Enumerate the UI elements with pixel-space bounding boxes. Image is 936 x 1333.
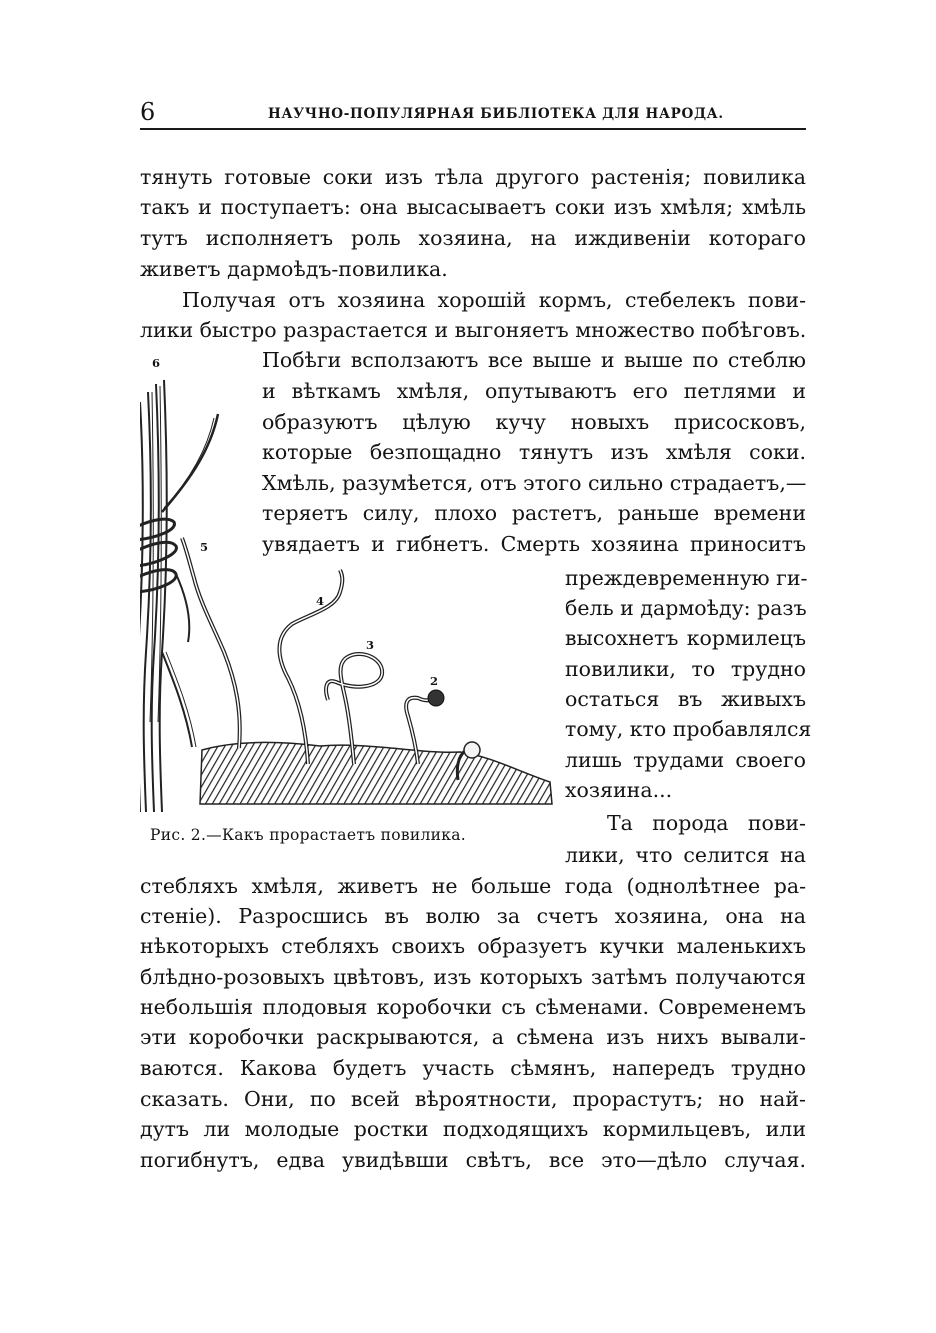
text-line: образуютъ цѣлую кучу новыхъ присосковъ, [262, 410, 806, 434]
figure-label-4: 4 [316, 594, 325, 608]
page-number: 6 [140, 98, 156, 126]
text-line: и вѣткамъ хмѣля, опутываютъ его петлями и [262, 379, 806, 403]
text-line: лики, что селится на [565, 843, 806, 867]
host-stem-with-dodder [140, 380, 218, 812]
text-line: эти коробочки раскрываются, а сѣмена изъ нихъ вывали- [140, 1025, 806, 1049]
text-line: нѣкоторыхъ стебляхъ своихъ образуетъ кучки маленькихъ [140, 934, 806, 958]
text-line: бель и дармоѣду: разъ [565, 596, 807, 620]
seedling-4 [279, 570, 342, 764]
text-line: Получая отъ хозяина хорошій кормъ, стебелекъ пови- [182, 288, 806, 312]
text-line: тому, кто пробавлялся [565, 717, 812, 741]
text-line: хозяина... [565, 778, 673, 802]
text-line: блѣдно-розовыхъ цвѣтовъ, изъ которыхъ затѣмъ получаются [140, 965, 806, 989]
seed-head-2 [428, 690, 444, 706]
text-line: преждевременную ги- [565, 566, 808, 590]
seedling-5 [182, 538, 240, 748]
figure-label-2: 2 [430, 674, 439, 688]
text-line: тянуть готовые соки изъ тѣла другого растенія; повилика [140, 165, 806, 189]
figure-label-5: 5 [200, 540, 209, 554]
text-line: Та порода пови- [607, 811, 806, 835]
figure-label-3: 3 [366, 638, 375, 652]
text-line: лишь трудами своего [565, 748, 806, 772]
text-line: сказать. Они, по всей вѣроятности, прорастутъ; но най- [140, 1087, 806, 1111]
figure-label-6: 6 [152, 356, 161, 370]
dodder-germination-figure [140, 352, 556, 812]
text-line: повилики, то трудно [565, 657, 806, 681]
text-line: увядаетъ и гибнетъ. Смерть хозяина приноситъ [262, 532, 806, 556]
seed-1 [464, 742, 480, 758]
text-line: теряетъ силу, плохо растетъ, раньше времени [262, 501, 806, 525]
figure-caption: Рис. 2.—Какъ прорастаетъ повилика. [150, 826, 467, 844]
text-line: небольшія плодовыя коробочки съ сѣменами. Современемъ [140, 995, 806, 1019]
text-line: такъ и поступаетъ: она высасываетъ соки изъ хмѣля; хмѣль [140, 195, 806, 219]
running-title: НАУЧНО-ПОПУЛЯРНАЯ БИБЛІОТЕКА ДЛЯ НАРОДА. [268, 106, 724, 122]
text-line: высохнетъ кормилецъ [565, 626, 806, 650]
text-line: дутъ ли молодые ростки подходящихъ кормильцевъ, или [140, 1117, 806, 1141]
dodder-illustration [140, 352, 556, 812]
text-line: ваются. Какова будетъ участь сѣмянъ, напередъ трудно [140, 1056, 806, 1080]
text-line: стебляхъ хмѣля, живетъ не больше года (однолѣтнее ра- [140, 874, 806, 898]
text-line: Хмѣль, разумѣется, отъ этого сильно страдаетъ,— [262, 471, 807, 495]
text-line: лики быстро разрастается и выгоняетъ множество побѣговъ. [140, 318, 807, 342]
text-line: тутъ исполняетъ роль хозяина, на иждивеніи котораго [140, 226, 806, 250]
header-rule [140, 128, 806, 130]
text-line: которые безпощадно тянутъ изъ хмѣля соки. [262, 440, 806, 464]
text-line: стеніе). Разросшись въ волю за счетъ хозяина, она на [140, 904, 806, 928]
text-line: живетъ дармоѣдъ-повилика. [140, 257, 448, 281]
text-line: погибнутъ, едва увидѣвши свѣтъ, все это—дѣло случая. [140, 1148, 806, 1172]
text-line: Побѣги всползаютъ все выше и выше по стеблю [262, 348, 806, 372]
text-line: остаться въ живыхъ [565, 687, 806, 711]
soil-mound [200, 743, 552, 804]
